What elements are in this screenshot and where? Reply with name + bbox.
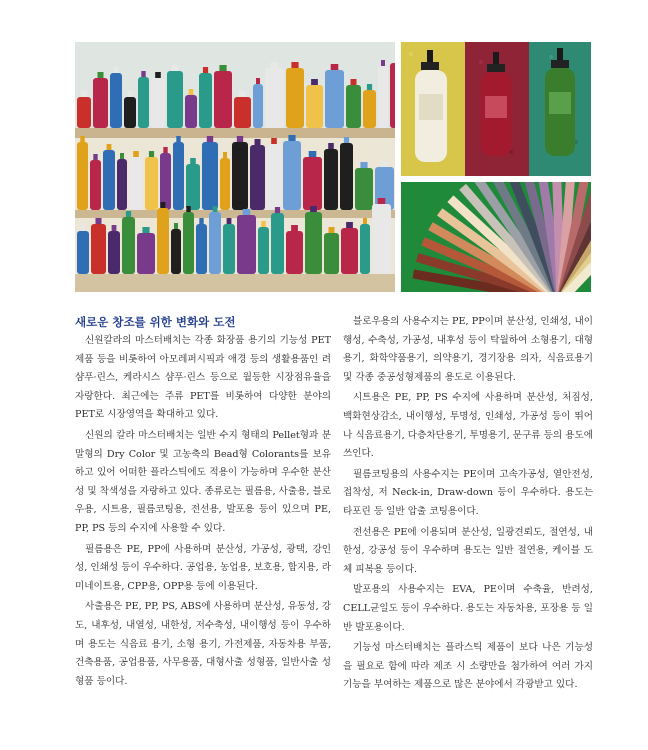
paragraph: 시트용은 PE, PP, PS 수지에 사용하며 분산성, 처짐성, 백화현상감소, 내이행성, 투명성, 인쇄성, 가공성 등이 뛰어나 식음료용기, 다층차단용기, 투명용기, 문구류 등의 용도에 쓰인다. <box>343 392 593 460</box>
article-right-column <box>343 313 593 697</box>
paragraph: 신원칼라의 마스터배치는 각종 화장품 용기의 기능성 PET 제품 등을 비롯하여 아모레퍼시픽과 애경 등의 생활용품인 려 샴푸·린스, 케라시스 샴푸·린스 등으로 월등한 시장점유율을 자랑한다. 최근에는 주류 PET를 비롯하여 다양한 분야의 PET로 시장영역을 확대하고 있다. <box>75 335 331 421</box>
paragraph: 사출용은 PE, PP, PS, ABS에 사용하며 분산성, 유동성, 강도, 내후성, 내열성, 내한성, 저수축성, 내이행성 등이 우수하며 용도는 식음료 용기, 소형 용기, 가전제품, 자동차용 부품, 건축용품, 공업용품, 사무용품, 대형사출 성형품, 일반사출 성형품 등이다. <box>75 601 331 687</box>
paragraph: 기능성 마스터배치는 플라스틱 제품이 보다 나은 기능성을 필요로 함에 따라 제조 시 소량만을 첨가하여 여러 가지 기능을 부여하는 제품으로 많은 분야에서 각광받고 있다. <box>343 642 593 691</box>
shelves-photo <box>75 42 395 292</box>
paragraph: 블로우용의 사용수지는 PE, PP이며 분산성, 인쇄성, 내이행성, 수축성, 가공성, 내후성 등이 탁월하여 소형용기, 대형용기, 화학약품용기, 의약용기, 경기장용 의자, 식음료용기 및 각종 중공성형제품의 용도로 이용된다. <box>343 316 593 383</box>
shampoo-bottles-photo <box>401 42 591 176</box>
color-swatch-fan-photo <box>401 182 591 292</box>
article-heading: 새로운 창조를 위한 변화와 도전 <box>75 315 236 329</box>
paragraph: 발포용의 사용수지는 EVA, PE이며 수축율, 반려성, CELL균일도 등이 우수하다. 용도는 자동차용, 포장용 등 일반 발포용이다. <box>343 584 593 633</box>
article-left-column <box>75 313 331 693</box>
paragraph: 신원의 칼라 마스터배치는 일반 수지 형태의 Pellet형과 분말형의 Dry Color 및 고농축의 Bead형 Colorants를 보유하고 있어 어떠한 플라스틱에도 적용이 가능하며 우수한 분산성 및 착색성을 자랑하고 있다. 종류로는 필름용, 사출용, 블로우용, 시트용, 필름코팅용, 전선용, 발포용 등이 있으며 PE, PP, PS 등의 수지에 사용할 수 있다. <box>75 429 331 534</box>
paragraph: 필름용은 PE, PP에 사용하며 분산성, 가공성, 광택, 강인성, 인쇄성 등이 우수하다. 공업용, 농업용, 보호용, 합지용, 라미네이트용, CPP용, OPP용 등에 이용된다. <box>75 543 331 592</box>
paragraph: 필름코팅용의 사용수지는 PE이며 고속가공성, 열안전성, 접착성, 저 Neck-in, Draw-down 등이 우수하다. 용도는 타포린 등 일반 압출 코팅용이다. <box>343 468 593 517</box>
paragraph: 전선용은 PE에 이용되며 분산성, 일광견뢰도, 절연성, 내한성, 강공성 등이 우수하며 용도는 일반 절연용, 케이블 도체 피복용 등이다. <box>343 526 593 575</box>
